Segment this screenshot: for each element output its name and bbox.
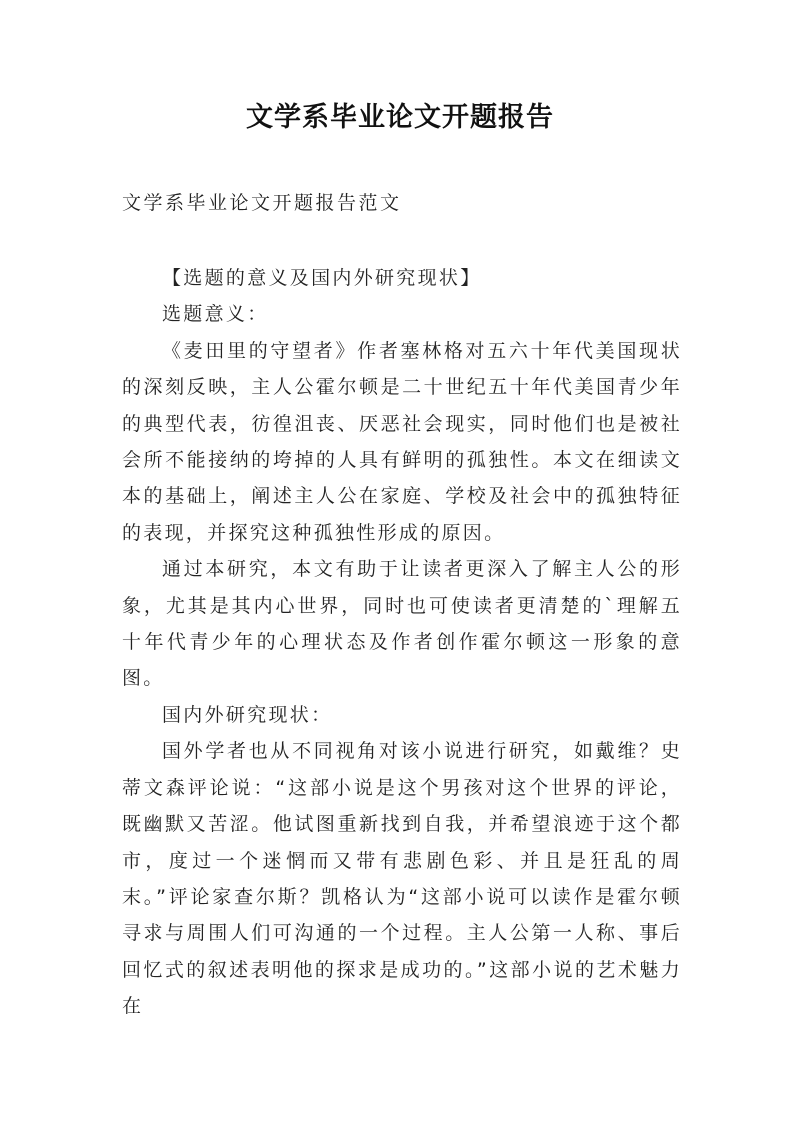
paragraph-foreign-research: 国外学者也从不同视角对该小说进行研究，如戴维？史蒂文森评论说：“这部小说是这个男孩对这个世界的评论，既幽默又苦涩。他试图重新找到自我，并希望浪迹于这个都市，度过一个迷惘而又带有悲剧色彩、并且是狂乱的周末。”评论家查尔斯？凯格认为“这部小说可以读作是霍尔顿寻求与周围人们可沟通的一个过程。主人公第一人称、事后回忆式的叙述表明他的探求是成功的。”这部小说的艺术魅力在 xyxy=(122,740,682,1018)
document-subtitle: 文学系毕业论文开题报告范文 xyxy=(122,192,402,214)
section-heading-topic: 【选题的意义及国内外研究现状】 xyxy=(162,267,482,289)
document-body xyxy=(122,260,682,1025)
paragraph-significance: 《麦田里的守望者》作者塞林格对五六十年代美国现状的深刻反映，主人公霍尔顿是二十世纪五十年代美国青少年的典型代表，彷徨沮丧、厌恶社会现实，同时他们也是被社会所不能接纳的垮掉的人具有鲜明的孤独性。本文在细读文本的基础上，阐述主人公在家庭、学校及社会中的孤独特征的表现，并探究这种孤独性形成的原因。 xyxy=(122,339,682,544)
document-title: 文学系毕业论文开题报告 xyxy=(246,102,554,133)
subheading-research-status: 国内外研究现状： xyxy=(162,703,333,726)
paragraph-research-value: 通过本研究，本文有助于让读者更深入了解主人公的形象，尤其是其内心世界，同时也可使读者更清楚的`理解五十年代青少年的心理状态及作者创作霍尔顿这一形象的意图。 xyxy=(122,558,682,690)
subheading-significance: 选题意义： xyxy=(162,303,269,326)
